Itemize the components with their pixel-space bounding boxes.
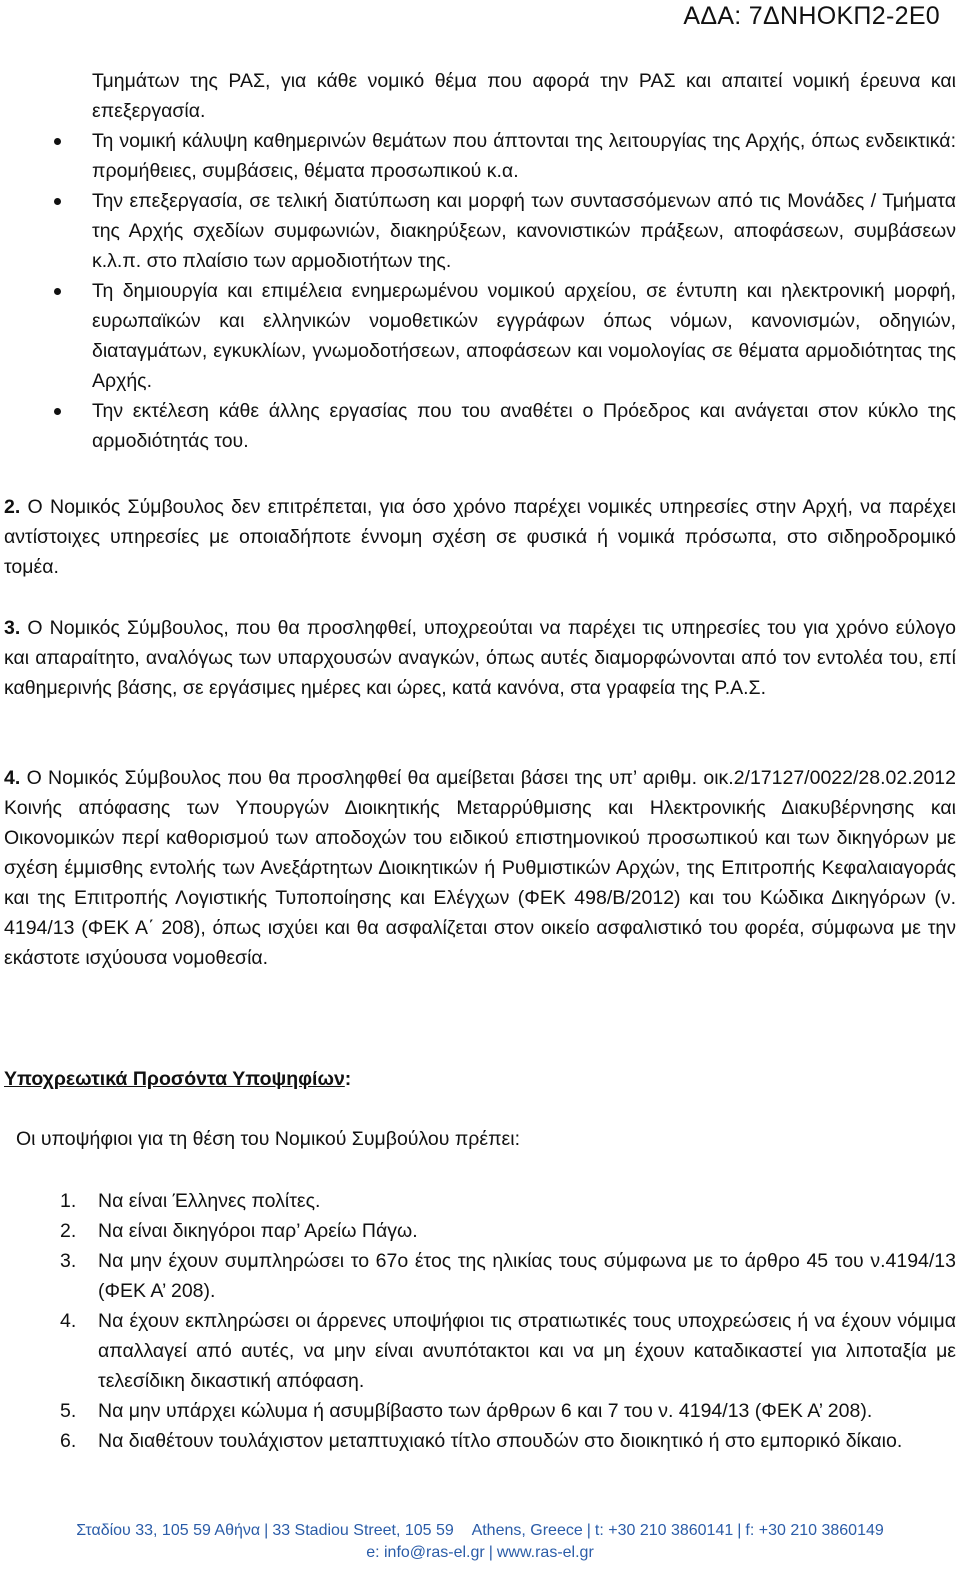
- footer-line-1: [0, 1520, 960, 1542]
- bullet-icon: [54, 198, 61, 205]
- item-number: 1.: [60, 1190, 77, 1212]
- qualifications-list: [60, 1186, 956, 1456]
- footer-email[interactable]: e: info@ras-el.gr: [366, 1544, 485, 1561]
- ada-code: ΑΔΑ: 7ΔΝΗΟΚΠ2-2Ε0: [683, 2, 940, 30]
- paragraph-text: Ο Νομικός Σύμβουλος, που θα προσληφθεί, υποχρεούται να παρέχει τις υπηρεσίες του για χρόνο εύλογο και απαραίτητο, αναλόγως των υπαρχουσών αναγκών, όπως αυτές διαμορφώνονται από τον εντολέα του, επί καθημερινής βάσης, σε εργάσιμες ημέρες και ώρες, κατά κανόνα, στα γραφεία της Ρ.Α.Σ.: [4, 617, 956, 699]
- list-item: [60, 1396, 956, 1426]
- list-item: [92, 396, 956, 456]
- paragraph-number: 3.: [4, 617, 21, 639]
- list-item: [92, 126, 956, 186]
- item-number: 4.: [60, 1310, 77, 1332]
- list-item: [92, 276, 956, 396]
- footer-line-2: [0, 1542, 960, 1564]
- bullet-icon: [54, 288, 61, 295]
- item-number: 5.: [60, 1400, 77, 1422]
- heading-text: Υποχρεωτικά Προσόντα Υποψηφίων: [4, 1068, 345, 1090]
- item-text: Να είναι δικηγόροι παρ’ Αρείω Πάγω.: [98, 1220, 418, 1242]
- item-number: 6.: [60, 1430, 77, 1452]
- continuation-text: Τμημάτων της ΡΑΣ, για κάθε νομικό θέμα που αφορά την ΡΑΣ και απαιτεί νομική έρευνα και επεξεργασία.: [92, 70, 956, 122]
- item-text: Να μην υπάρχει κώλυμα ή ασυμβίβαστο των άρθρων 6 και 7 του ν. 4194/13 (ΦΕΚ Α’ 208).: [98, 1400, 873, 1422]
- footer-phone: t: +30 210 3860141: [594, 1522, 734, 1539]
- footer-address-en: 33 Stadiou Street, 105 59: [272, 1522, 454, 1539]
- paragraph-4: [4, 763, 956, 973]
- duties-list: [92, 126, 956, 456]
- paragraph-2: [4, 492, 956, 582]
- item-text: Να μην έχουν συμπληρώσει το 67ο έτος της ηλικίας τους σύμφωνα με το άρθρο 45 του ν.4194/13 (ΦΕΚ Α’ 208).: [98, 1250, 956, 1302]
- list-item: [60, 1216, 956, 1246]
- paragraph-number: 2.: [4, 496, 21, 518]
- list-item: [60, 1246, 956, 1306]
- bullet-text: Την επεξεργασία, σε τελική διατύπωση και μορφή των συντασσόμενων από τις Μονάδες / Τμήματα της Αρχής σχεδίων συμφωνιών, διακηρύξεων, κανονιστικών πράξεων, αποφάσεων, συμβάσεων κ.λ.π. στο πλαίσιο των αρμοδιοτήτων της.: [92, 190, 956, 272]
- bullet-text: Τη δημιουργία και επιμέλεια ενημερωμένου νομικού αρχείου, σε έντυπη και ηλεκτρονική μορφή, ευρωπαϊκών και ελληνικών νομοθετικών εγγράφων όπως νόμων, κανονισμών, οδηγιών, διαταγμάτων, εγκυκλίων, γνωμοδοτήσεων, αποφάσεων και νομολογίας σε θέματα αρμοδιότητας της Αρχής.: [92, 280, 956, 392]
- list-item: [60, 1186, 956, 1216]
- paragraph-number: 4.: [4, 767, 21, 789]
- footer-city: Athens, Greece: [471, 1522, 583, 1539]
- heading-colon: :: [344, 1068, 352, 1090]
- list-item: [60, 1306, 956, 1396]
- footer-separator: |: [264, 1522, 269, 1539]
- paragraph-text: Ο Νομικός Σύμβουλος δεν επιτρέπεται, για όσο χρόνο παρέχει νομικές υπηρεσίες στην Αρχή, να παρέχει αντίστοιχες υπηρεσίες με οποιαδήποτε έννομη σχέση σε φυσικά ή νομικά πρόσωπα, στο σιδηροδρομικό τομέα.: [4, 496, 956, 578]
- bullet-icon: [54, 408, 61, 415]
- footer-separator: |: [488, 1544, 493, 1561]
- item-number: 2.: [60, 1220, 77, 1242]
- item-text: Να είναι Έλληνες πολίτες.: [98, 1190, 321, 1212]
- item-text: Να διαθέτουν τουλάχιστον μεταπτυχιακό τίτλο σπουδών στο διοικητικό ή στο εμπορικό δίκαιο.: [98, 1430, 903, 1452]
- qualifications-heading: [4, 1064, 351, 1094]
- paragraph-text: Ο Νομικός Σύμβουλος που θα προσληφθεί θα αμείβεται βάσει της υπ’ αριθμ. οικ.2/17127/0022/28.02.2012 Κοινής απόφασης των Υπουργών Διοικητικής Μεταρρύθμισης και Ηλεκτρονικής Διακυβέρνησης και Οικονομικών περί καθορισμού των αποδοχών του ειδικού επιστημονικού προσωπικού και των δικηγόρων με σχέση έμμισθης εντολής των Ανεξάρτητων Διοικητικών ή Ρυθμιστικών Αρχών, της Επιτροπής Κεφαλαιαγοράς και της Επιτροπής Λογιστικής Τυποποίησης και Ελέγχων (ΦΕΚ 498/Β/2012) και του Κώδικα Δικηγόρων (ν. 4194/13 (ΦΕΚ Α΄ 208), όπως ισχύει και θα ασφαλίζεται στον οικείο ασφαλιστικό του φορέα, σύμφωνα με την εκάστοτε ισχύουσα νομοθεσία.: [4, 767, 956, 969]
- bullet-text: Τη νομική κάλυψη καθημερινών θεμάτων που άπτονται της λειτουργίας της Αρχής, όπως ενδεικτικά: προμήθειες, συμβάσεις, θέματα προσωπικού κ.α.: [92, 130, 956, 182]
- footer-website-link[interactable]: www.ras-el.gr: [496, 1544, 594, 1561]
- bullet-icon: [54, 138, 61, 145]
- item-number: 3.: [60, 1250, 77, 1272]
- footer-fax: f: +30 210 3860149: [745, 1522, 884, 1539]
- footer-address-gr: Σταδίου 33, 105 59 Αθήνα: [76, 1522, 261, 1539]
- qualifications-intro: Οι υποψήφιοι για τη θέση του Νομικού Συμβούλου πρέπει:: [16, 1128, 520, 1150]
- list-item: [92, 186, 956, 276]
- paragraph-3: [4, 613, 956, 703]
- footer-separator: |: [737, 1522, 742, 1539]
- footer-separator: |: [586, 1522, 591, 1539]
- list-item: [60, 1426, 956, 1456]
- page-footer: [0, 1520, 960, 1564]
- bullet-text: Την εκτέλεση κάθε άλλης εργασίας που του αναθέτει ο Πρόεδρος και ανάγεται στον κύκλο της αρμοδιότητάς του.: [92, 400, 956, 452]
- item-text: Να έχουν εκπληρώσει οι άρρενες υποψήφιοι τις στρατιωτικές τους υποχρεώσεις ή να έχουν νόμιμα απαλλαγεί από αυτές, να μην είναι ανυπότακτοι και να μη έχουν καταδικαστεί για λιποταξία με τελεσίδικη δικαστική απόφαση.: [98, 1310, 956, 1392]
